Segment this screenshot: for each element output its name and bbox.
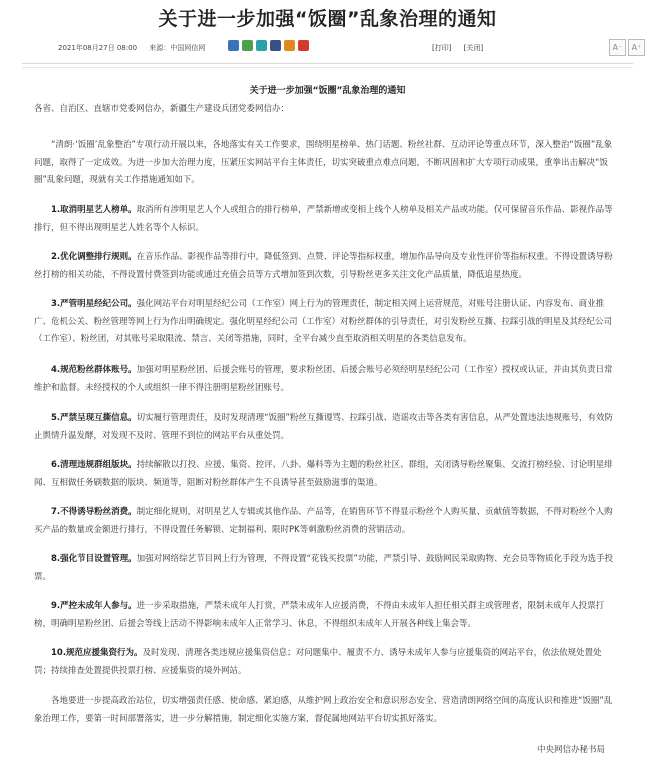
close-link[interactable]: [关闭]	[463, 44, 484, 52]
item-body: 加强对网络综艺节目网上行为管理，不得设置“花钱买投票”功能，严禁引导、鼓励网民采取购物、充会员等物质化手段为选手投票。	[34, 554, 613, 582]
item-body: 进一步采取措施，严禁未成年人打赏，严禁未成年人应援消费，不得由未成年人担任相关群主或管理者，限制未成年人投票打榜，明确明星粉丝团、后援会等线上活动不得影响未成年人正常学习、休息，不得组织未成年人开展各种线上集会等。	[34, 601, 605, 629]
article-meta	[58, 43, 215, 53]
divider	[22, 67, 633, 68]
share-icon[interactable]	[298, 40, 309, 51]
share-icon[interactable]	[284, 40, 295, 51]
item-heading: 5.严禁呈现互撕信息。	[51, 413, 137, 423]
item-body: 加强对明星粉丝团、后援会账号的管理，要求粉丝团、后援会账号必须经明星经纪公司（工作室）授权或认证，并由其负责日常维护和监督。未经授权的个人或组织一律不得注册明星粉丝团账号。	[34, 365, 613, 393]
list-item	[34, 598, 618, 633]
greeting: 各省、自治区、直辖市党委网信办，新疆生产建设兵团党委网信办：	[34, 104, 290, 114]
item-heading: 3.严管明星经纪公司。	[51, 299, 137, 309]
source-label: 来源：中国网信网	[149, 44, 206, 52]
list-item	[34, 551, 618, 586]
font-increase-button[interactable]: A⁺	[628, 39, 645, 56]
item-heading: 6.清理违规群组版块。	[51, 460, 137, 470]
list-item	[34, 410, 618, 445]
item-heading: 2.优化调整排行规则。	[51, 252, 137, 262]
document-title: 关于进一步加强“饭圈”乱象治理的通知	[249, 86, 406, 96]
item-body: 取消所有涉明星艺人个人或组合的排行榜单，严禁新增或变相上线个人榜单及相关产品或功能。仅可保留音乐作品、影视作品等排行，但不得出现明星艺人姓名等个人标识。	[34, 205, 613, 233]
item-body: 及时发现、清理各类违规应援集资信息；对问题集中、履责不力、诱导未成年人参与应援集资的网站平台，依法依规处置处罚；持续排查处置提供投票打榜、应援集资的境外网站。	[34, 648, 602, 676]
share-icon[interactable]	[228, 40, 239, 51]
item-heading: 10.规范应援集资行为。	[51, 648, 143, 658]
item-body: 在音乐作品、影视作品等排行中，降低签到、点赞、评论等指标权重，增加作品导向及专业性评价等指标权重。不得设置诱导粉丝打榜的相关功能，不得设置付费签到功能或通过充值会员等方式增加签到次数，引导粉丝更多关注文化产品质量，降低追星热度。	[34, 252, 613, 280]
publish-date: 2021年08月27日 08:00	[58, 44, 138, 52]
list-item	[34, 249, 618, 284]
item-heading: 8.强化节目设置管理。	[51, 554, 137, 564]
share-bar	[228, 40, 309, 51]
list-item	[34, 202, 618, 237]
closing-paragraph: 各地要进一步提高政治站位，切实增强责任感、使命感、紧迫感，从维护网上政治安全和意识形态安全、营造清朗网络空间的高度认识和推进“饭圈”乱象治理工作，要第一时间部署落实，进一步分解措施，制定细化实施方案，督促属地网站平台切实抓好落实。	[34, 696, 613, 724]
item-heading: 9.严控未成年人参与。	[51, 601, 137, 611]
list-item	[34, 296, 618, 349]
intro-paragraph: “清朗·‘饭圈’乱象整治”专项行动开展以来，各地落实有关工作要求，围绕明星榜单、热门话题、粉丝社群、互动评论等重点环节，深入整治“饭圈”乱象问题，取得了一定成效。为进一步加大治理力度，压紧压实网站平台主体责任，切实突破重点难点问题，不断巩固和扩大专项行动成果，重拳出击解决“饭圈”乱象问题，现就有关工作措施通知如下。	[34, 140, 613, 185]
list-item	[34, 457, 618, 492]
divider	[22, 63, 633, 64]
source-name: 中国网信网	[170, 44, 206, 52]
item-body: 制定细化规则，对明星艺人专辑或其他作品、产品等，在销售环节不得显示粉丝个人购买量、贡献值等数据，不得对粉丝个人购买产品的数量或金额进行排行，不得设置任务解锁、定制福利、限时PK等刺激粉丝消费的营销活动。	[34, 507, 613, 535]
list-item	[34, 645, 618, 680]
item-body: 强化网站平台对明星经纪公司（工作室）网上行为的管理责任，制定相关网上运营规范，对账号注册认证、内容发布、商业推广、危机公关、粉丝管理等网上行为作出明确规定。强化明星经纪公司（工作室）对粉丝群体的引导责任，对引发粉丝互撕、拉踩引战的明星及其经纪公司（工作室）、粉丝团，对其账号采取限流、禁言、关闭等措施，同时，全平台减少直至取消相关明星的各类信息发布。	[34, 299, 613, 344]
signature: 中央网信办秘书局	[536, 745, 605, 755]
share-icon[interactable]	[242, 40, 253, 51]
print-link[interactable]: [打印]	[432, 44, 452, 52]
article-tools	[432, 43, 493, 53]
item-body: 切实履行管理责任，及时发现清理“饭圈”粉丝互撕谩骂、拉踩引战、造谣攻击等各类有害信息，从严处置违法违规账号，有效防止舆情升温发酵，对发现不及时、管理不到位的网站平台从重处罚。	[34, 413, 613, 441]
font-decrease-button[interactable]: A⁻	[609, 39, 626, 56]
page-title: 关于进一步加强“饭圈”乱象治理的通知	[158, 8, 497, 30]
item-heading: 4.规范粉丝群体账号。	[51, 365, 137, 375]
item-body: 持续解散以打投、应援、集资、控评、八卦、爆料等为主题的粉丝社区、群组，关闭诱导粉丝聚集、交流打榜经验、讨论明星绯闻、互相做任务刷数据的版块、频道等，阻断对粉丝群体产生不良诱导甚至鼓励滋事的渠道。	[34, 460, 613, 488]
item-heading: 1.取消明星艺人榜单。	[51, 205, 137, 215]
list-item	[34, 362, 618, 397]
share-icon[interactable]	[256, 40, 267, 51]
share-icon[interactable]	[270, 40, 281, 51]
list-item	[34, 504, 618, 539]
item-heading: 7.不得诱导粉丝消费。	[51, 507, 137, 517]
